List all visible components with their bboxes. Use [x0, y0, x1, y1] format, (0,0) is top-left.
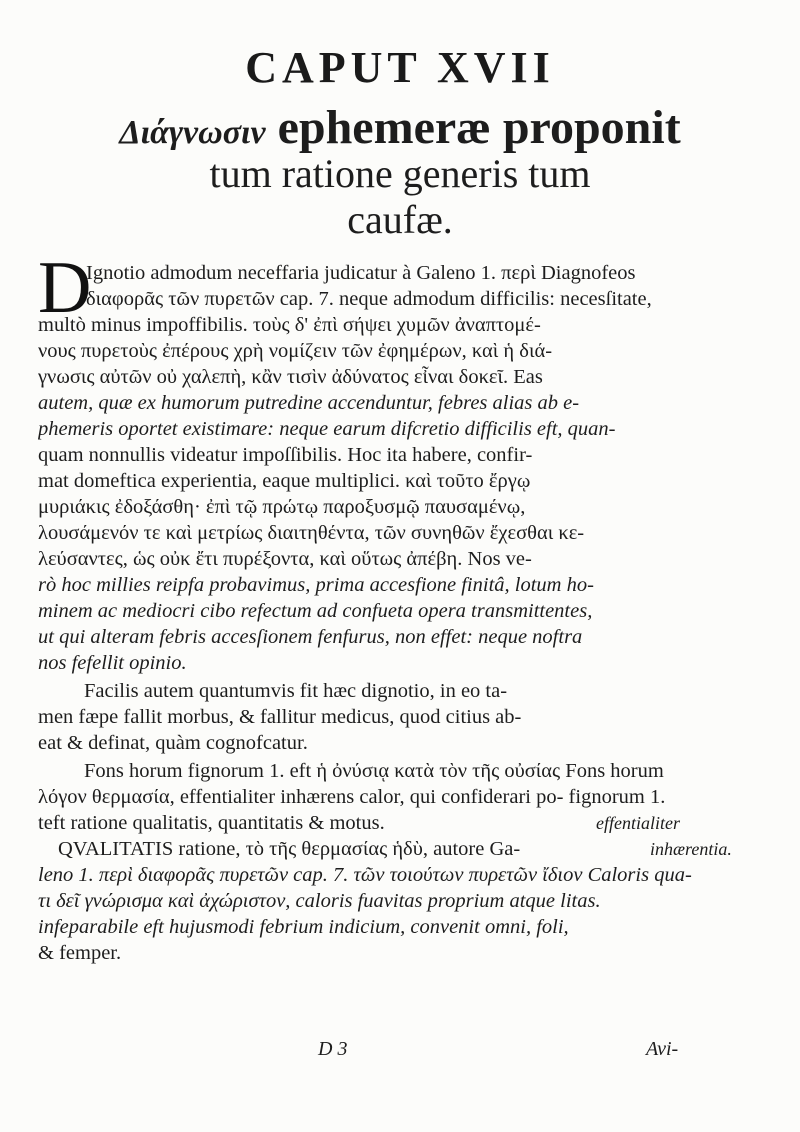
- text-line: multò minus impoffibilis. τοὺς δ' ἐπὶ σήψει χυμῶν ἀναπτομέ-: [38, 314, 541, 336]
- text-line: QVALITATIS ratione, τὸ τῆς θερμασίας ἡδὺ, autore Ga-: [58, 838, 521, 860]
- chapter-title-greek: Διάγνωσιν: [119, 114, 266, 151]
- chapter-title-line-2: tum ratione generis tum: [209, 151, 591, 196]
- drop-cap: D: [38, 247, 92, 329]
- text-line: λεύσαντες, ὡς οὐκ ἔτι πυρέξοντα, καὶ οὕτως ἀπέβη. Nos ve-: [38, 548, 532, 570]
- text-line: γνωσις αὐτῶν οὐ χαλεπὴ, κἂν τισὶν ἀδύνατος εἶναι δοκεῖ. Eas: [38, 366, 543, 388]
- text-line: phemeris oportet existimare: neque earum difcretio difficilis eft, quan-: [38, 418, 616, 440]
- signature-mark: D 3: [318, 1038, 348, 1060]
- margin-note-inhaerentia: inhærentia.: [650, 839, 732, 859]
- text-line: mat domeftica experientia, eaque multiplici. καὶ τοῦτο ἔργῳ: [38, 470, 531, 492]
- text-line: Facilis autem quantumvis fit hæc dignotio, in eo ta-: [84, 680, 508, 702]
- text-line: rò hoc millies reipfa probavimus, prima accesfione finitâ, lotum ho-: [38, 574, 594, 596]
- text-line: τι δεῖ γνώρισμα καὶ ἀχώριστον, caloris fuavitas proprium atque litas.: [38, 890, 601, 912]
- chapter-title-line-3: caufæ.: [347, 197, 453, 242]
- text-line: minem ac mediocri cibo refectum ad confueta opera transmittentes,: [38, 600, 593, 622]
- chapter-heading: CAPUT XVII: [245, 43, 555, 92]
- text-line: quam nonnullis videatur impoſſibilis. Hoc ita habere, confir-: [38, 444, 533, 466]
- text-line: λόγον θερμασία, effentialiter inhærens calor, qui confiderari po- fignorum 1.: [38, 786, 666, 808]
- text-line: eat & definat, quàm cognofcatur.: [38, 732, 308, 754]
- text-line: nos fefellit opinio.: [38, 652, 187, 674]
- text-line: λουσάμενόν τε καὶ μετρίως διαιτηθέντα, τῶν συνηθῶν ἔχεσθαι κε-: [38, 522, 585, 544]
- page-footer: [0, 1038, 800, 1068]
- text-line: Fons horum fignorum 1. eft ἡ ὀνύσιᾳ κατὰ τὸν τῆς οὐσίας Fons horum: [84, 760, 664, 782]
- text-line: νους πυρετοὺς ἐπέρους χρὴ νομίζειν τῶν ἐφημέρων, καὶ ἡ διά-: [38, 340, 553, 362]
- text-line: διαφορᾶς τῶν πυρετῶν cap. 7. neque admodum difficilis: necesſitate,: [86, 288, 652, 310]
- text-line: teft ratione qualitatis, quantitatis & motus.: [38, 812, 385, 834]
- text-line: leno 1. περὶ διαφορᾶς πυρετῶν cap. 7. τῶν τοιούτων πυρετῶν ἴδιον Caloris qua-: [38, 864, 692, 886]
- text-line: μυριάκις ἐδοξάσθη· ἐπὶ τῷ πρώτῳ παροξυσμῷ παυσαμένῳ,: [38, 496, 526, 518]
- catchword: Avi-: [646, 1038, 679, 1060]
- text-line: Ignotio admodum neceffaria judicatur à Galeno 1. περὶ Diagnofeos: [86, 262, 636, 284]
- text-line: infeparabile eft hujusmodi febrium indicium, convenit omni, foli,: [38, 916, 569, 938]
- chapter-title-latin: ephemeræ proponit: [277, 101, 681, 154]
- text-line: autem, quæ ex humorum putredine accenduntur, febres alias ab e-: [38, 392, 580, 414]
- text-line: & femper.: [38, 942, 122, 964]
- text-line: men fæpe fallit morbus, & fallitur medicus, quod citius ab-: [38, 706, 522, 728]
- text-line: ut qui alteram febris accesſionem fenfurus, non effet: neque noftra: [38, 626, 583, 648]
- margin-note-essentialiter: effentialiter: [596, 813, 680, 833]
